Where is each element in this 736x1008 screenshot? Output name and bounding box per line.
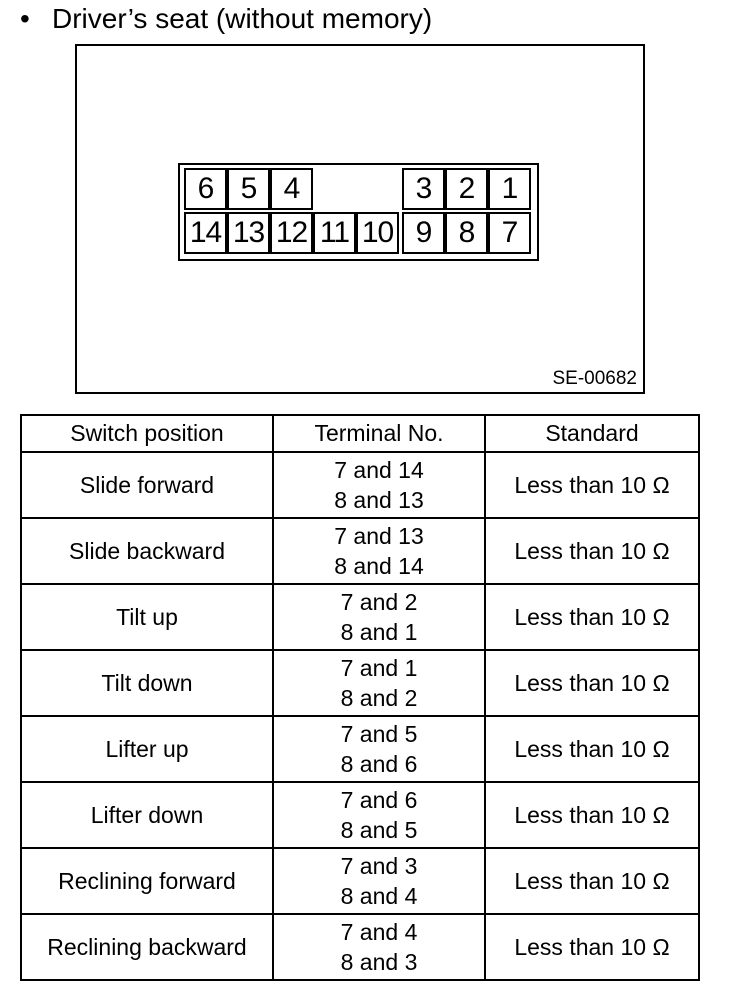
- table-row: [21, 584, 699, 650]
- table-row: [21, 650, 699, 716]
- table-row: [21, 914, 699, 980]
- connector-pin: 2: [445, 168, 488, 210]
- connector-pin: 1: [488, 168, 531, 210]
- connector-pin: 8: [445, 212, 488, 254]
- standard-cell: Less than 10 Ω: [485, 650, 699, 716]
- switch-position-cell: Tilt up: [21, 584, 273, 650]
- column-header-standard: Standard: [485, 415, 699, 452]
- table-row: [21, 716, 699, 782]
- connector-pin: 4: [270, 168, 313, 210]
- standard-cell: Less than 10 Ω: [485, 848, 699, 914]
- terminal-pair: 7 and 14: [334, 457, 424, 483]
- table-row: [21, 452, 699, 518]
- terminal-cell: [273, 650, 485, 716]
- column-header-switch-position: Switch position: [21, 415, 273, 452]
- switch-position-cell: Lifter down: [21, 782, 273, 848]
- terminal-pair: 8 and 3: [340, 949, 418, 975]
- terminal-cell: [273, 518, 485, 584]
- terminal-pair: 7 and 3: [340, 853, 418, 879]
- standard-cell: Less than 10 Ω: [485, 584, 699, 650]
- connector-pin: 14: [184, 212, 227, 254]
- connector-pin: 11: [313, 212, 356, 254]
- standard-cell: Less than 10 Ω: [485, 716, 699, 782]
- table-row: [21, 782, 699, 848]
- section-heading: [20, 2, 432, 36]
- standard-cell: Less than 10 Ω: [485, 518, 699, 584]
- connector-pin: 7: [488, 212, 531, 254]
- terminal-pair: 8 and 5: [340, 817, 418, 843]
- terminal-pair: 8 and 1: [340, 619, 418, 645]
- terminal-pair: 8 and 13: [334, 487, 424, 513]
- bullet-icon: •: [20, 3, 30, 34]
- terminal-pair: 8 and 2: [340, 685, 418, 711]
- switch-position-cell: Tilt down: [21, 650, 273, 716]
- terminal-cell: [273, 716, 485, 782]
- switch-position-cell: Reclining forward: [21, 848, 273, 914]
- connector-pin: 13: [227, 212, 270, 254]
- terminal-cell: [273, 848, 485, 914]
- terminal-cell: [273, 782, 485, 848]
- terminal-cell: [273, 914, 485, 980]
- terminal-pair: 7 and 5: [340, 721, 418, 747]
- terminal-pair: 7 and 4: [340, 919, 418, 945]
- switch-position-cell: Reclining backward: [21, 914, 273, 980]
- connector-pin: 12: [270, 212, 313, 254]
- connector-pin: 10: [356, 212, 399, 254]
- heading-text: Driver’s seat (without memory): [52, 3, 433, 34]
- connector-pin: 9: [402, 212, 445, 254]
- column-header-terminal-no: Terminal No.: [273, 415, 485, 452]
- terminal-pair: 8 and 6: [340, 751, 418, 777]
- terminal-pair: 7 and 6: [340, 787, 418, 813]
- terminal-pair: 8 and 4: [340, 883, 418, 909]
- terminal-cell: [273, 452, 485, 518]
- terminal-pair: 8 and 14: [334, 553, 424, 579]
- terminal-cell: [273, 584, 485, 650]
- connector-pin: 5: [227, 168, 270, 210]
- switch-position-cell: Slide forward: [21, 452, 273, 518]
- table-row: [21, 848, 699, 914]
- table-row: [21, 518, 699, 584]
- terminal-pair: 7 and 13: [334, 523, 424, 549]
- connector-pin: 6: [184, 168, 227, 210]
- standard-cell: Less than 10 Ω: [485, 452, 699, 518]
- table-header-row: [21, 415, 699, 452]
- connector-diagram: [178, 163, 539, 261]
- switch-position-cell: Slide backward: [21, 518, 273, 584]
- connector-figure: [75, 44, 645, 394]
- standard-cell: Less than 10 Ω: [485, 782, 699, 848]
- terminal-pair: 7 and 1: [340, 655, 418, 681]
- switch-position-cell: Lifter up: [21, 716, 273, 782]
- figure-code: SE-00682: [552, 368, 637, 389]
- standard-cell: Less than 10 Ω: [485, 914, 699, 980]
- switch-spec-table: [20, 414, 700, 981]
- connector-pin: 3: [402, 168, 445, 210]
- terminal-pair: 7 and 2: [340, 589, 418, 615]
